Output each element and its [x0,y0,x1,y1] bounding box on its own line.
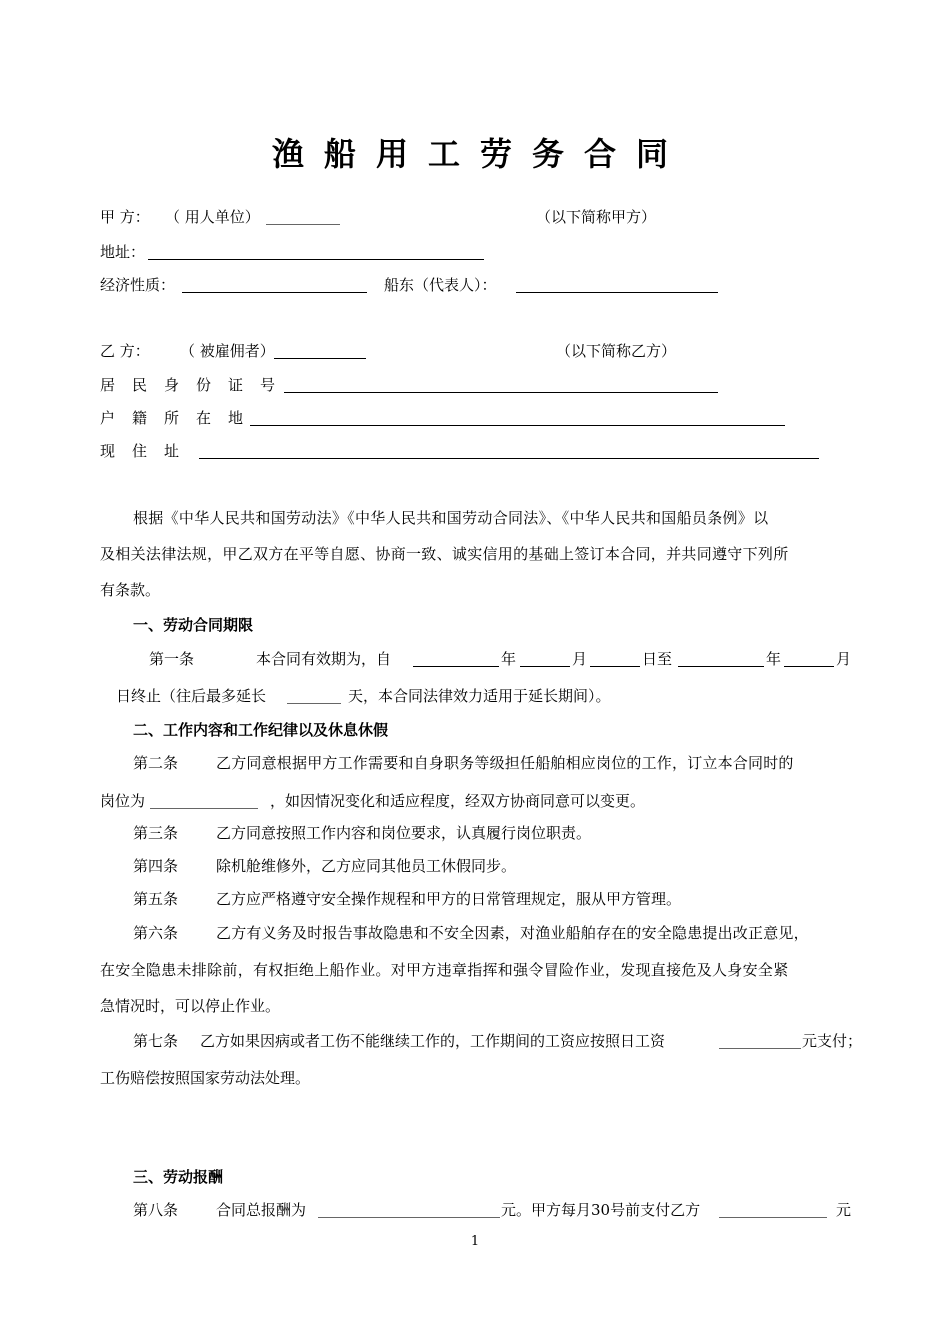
month-label: 月 [572,650,588,668]
party-a-label: 甲 方： [100,208,150,226]
party-b-suffix: （以下简称乙方） [556,342,677,360]
article-7-line-2: 工伤赔偿按照国家劳动法处理。 [100,1069,311,1087]
party-a-nature-label: 经济性质： [100,276,176,294]
article-2-line-2a: 岗位为 [100,792,146,810]
article-5-label: 第五条 [133,890,179,908]
party-b-hukou-label: 户籍所在地 [100,409,261,427]
article-7-line-1b: 元支付； [802,1032,863,1050]
start-year-blank [413,666,499,667]
day-to-label: 日至 [642,650,673,668]
intro-line-2: 及相关法律法规，甲乙双方在平等自愿、协商一致、诚实信用的基础上签订本合同，并共同遵守下列所 [100,545,789,563]
article-6-line-1: 乙方有义务及时报告事故隐患和不安全因素，对渔业船舶存在的安全隐患提出改正意见， [216,924,809,942]
monthly-pay-blank [719,1217,827,1218]
article-4-text: 除机舱维修外，乙方应同其他员工休假同步。 [216,857,517,875]
start-day-blank [590,666,640,667]
article-7-label: 第七条 [133,1032,179,1050]
end-month-blank [784,666,834,667]
extension-days-blank [287,703,341,704]
party-a-owner-blank [516,292,718,293]
article-3-label: 第三条 [133,824,179,842]
page-number: 1 [470,1234,480,1249]
article-6-line-3: 急情况时，可以停止作业。 [100,997,281,1015]
year-label: 年 [501,650,517,668]
position-blank [150,808,258,809]
page-title: 渔船用工劳务合同 [271,135,688,173]
party-b-hukou-blank [250,425,785,426]
article-8-label: 第八条 [133,1201,179,1219]
total-pay-blank [318,1217,500,1218]
party-a-address-label: 地址： [100,243,146,261]
party-b-residence-blank [199,458,819,459]
article-3-text: 乙方同意按照工作内容和岗位要求，认真履行岗位职责。 [216,824,592,842]
article-1-text: 本合同有效期为，自 [256,650,392,668]
party-a-suffix: （以下简称甲方） [536,208,657,226]
article-6-label: 第六条 [133,924,179,942]
article-4-label: 第四条 [133,857,179,875]
party-a-name-blank [266,224,340,225]
intro-line-3: 有条款。 [100,581,161,599]
article-2-line-1: 乙方同意根据甲方工作需要和自身职务等级担任船舶相应岗位的工作，订立本合同时的 [216,754,794,772]
section-2-heading: 二、工作内容和工作纪律以及休息休假 [133,721,389,739]
party-b-id-label: 居民身份证号 [100,376,293,394]
article-1-line-2a: 日终止（往后最多延长 [116,687,267,705]
article-7-line-1a: 乙方如果因病或者工伤不能继续工作的，工作期间的工资应按照日工资 [200,1032,666,1050]
end-year-label: 年 [766,650,782,668]
start-month-blank [520,666,570,667]
party-b-name-blank [274,358,366,359]
party-a-nature-blank [182,292,367,293]
article-1-line-2b: 天，本合同法律效力适用于延长期间）。 [348,687,611,705]
party-a-type: （ 用人单位） [165,208,260,226]
party-b-residence-label: 现住址 [100,442,197,460]
intro-line-1: 根据《中华人民共和国劳动法》《中华人民共和国劳动合同法》、《中华人民共和国船员条例》以 [133,509,769,527]
party-b-label: 乙 方： [100,342,150,360]
section-3-heading: 三、劳动报酬 [133,1168,224,1186]
party-a-address-blank [148,259,484,260]
article-8-text-c: 元 [836,1201,852,1219]
end-month-label: 月 [836,650,852,668]
party-a-owner-label: 船东（代表人）： [384,276,497,294]
article-2-label: 第二条 [133,754,179,772]
article-5-text: 乙方应严格遵守安全操作规程和甲方的日常管理规定，服从甲方管理。 [216,890,682,908]
daily-wage-blank [719,1048,801,1049]
article-1-label: 第一条 [149,650,195,668]
party-b-type: （ 被雇佣者） [180,342,275,360]
party-b-id-blank [284,392,718,393]
article-6-line-2: 在安全隐患未排除前，有权拒绝上船作业。对甲方违章指挥和强令冒险作业，发现直接危及人身安全紧 [100,961,789,979]
article-8-text-b: 元。甲方每月30号前支付乙方 [501,1201,701,1219]
article-8-text-a: 合同总报酬为 [216,1201,307,1219]
end-year-blank [678,666,764,667]
section-1-heading: 一、劳动合同期限 [133,616,254,634]
article-2-line-2b: ，如因情况变化和适应程度，经双方协商同意可以变更。 [270,792,646,810]
